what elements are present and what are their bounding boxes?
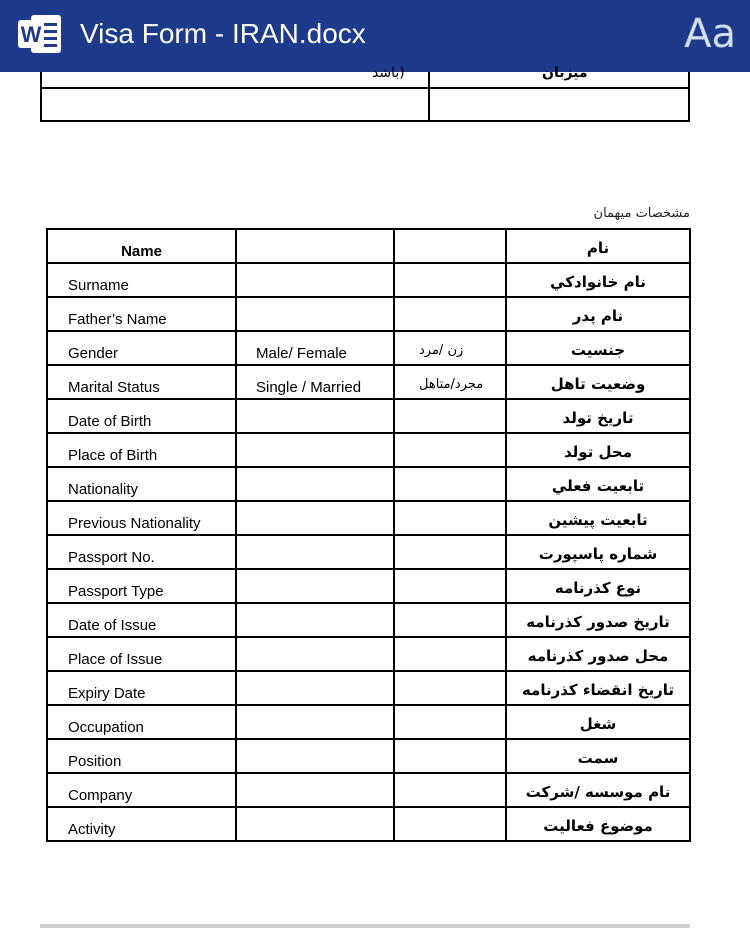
document-title: Visa Form - IRAN.docx bbox=[80, 18, 366, 49]
value-cell[interactable] bbox=[236, 739, 394, 773]
persian-label[interactable]: سمت bbox=[506, 739, 690, 773]
svg-text:W: W bbox=[20, 22, 42, 47]
persian-label[interactable]: موضوع فعاليت bbox=[506, 807, 690, 841]
table-row bbox=[47, 705, 690, 739]
english-label[interactable]: Gender bbox=[47, 331, 236, 365]
table-row bbox=[47, 399, 690, 433]
persian-value-cell[interactable] bbox=[394, 739, 506, 773]
persian-label[interactable]: محل تولد bbox=[506, 433, 690, 467]
english-label[interactable]: Date of Issue bbox=[47, 603, 236, 637]
persian-label[interactable]: تابعيت فعلي bbox=[506, 467, 690, 501]
english-label[interactable]: Previous Nationality bbox=[47, 501, 236, 535]
value-cell[interactable]: Single / Married bbox=[236, 365, 394, 399]
value-cell[interactable] bbox=[236, 501, 394, 535]
table-row bbox=[47, 637, 690, 671]
persian-value-cell[interactable] bbox=[394, 229, 506, 263]
persian-value-cell[interactable] bbox=[394, 603, 506, 637]
value-cell[interactable] bbox=[236, 773, 394, 807]
english-label[interactable]: Company bbox=[47, 773, 236, 807]
persian-label[interactable]: نوع كذرنامه bbox=[506, 569, 690, 603]
english-label[interactable]: Father’s Name bbox=[47, 297, 236, 331]
persian-label[interactable]: تاريخ صدور كذرنامه bbox=[506, 603, 690, 637]
persian-value-cell[interactable] bbox=[394, 467, 506, 501]
english-label[interactable]: Position bbox=[47, 739, 236, 773]
host-info-table bbox=[40, 65, 690, 122]
persian-value-cell[interactable] bbox=[394, 569, 506, 603]
table-row bbox=[47, 807, 690, 841]
persian-value-cell[interactable] bbox=[394, 671, 506, 705]
english-label[interactable]: Activity bbox=[47, 807, 236, 841]
persian-value-cell[interactable] bbox=[394, 637, 506, 671]
persian-label[interactable]: تابعيت پيشين bbox=[506, 501, 690, 535]
persian-value-cell[interactable] bbox=[394, 773, 506, 807]
persian-label[interactable]: محل صدور كذرنامه bbox=[506, 637, 690, 671]
table-row bbox=[47, 773, 690, 807]
persian-label[interactable]: وضعيت تاهل bbox=[506, 365, 690, 399]
persian-label[interactable]: نام bbox=[506, 229, 690, 263]
table-divider bbox=[428, 72, 430, 120]
value-cell[interactable] bbox=[236, 229, 394, 263]
table-row bbox=[47, 331, 690, 365]
persian-label[interactable]: نام خانوادكي bbox=[506, 263, 690, 297]
persian-label[interactable]: تاريخ تولد bbox=[506, 399, 690, 433]
section-title: مشخصات میهمان bbox=[593, 206, 690, 221]
english-label[interactable]: Name bbox=[47, 229, 236, 263]
persian-label[interactable]: شماره پاسپورت bbox=[506, 535, 690, 569]
table-row bbox=[47, 739, 690, 773]
english-label[interactable]: Expiry Date bbox=[47, 671, 236, 705]
persian-value-cell[interactable] bbox=[394, 297, 506, 331]
persian-value-cell[interactable] bbox=[394, 501, 506, 535]
english-label[interactable]: Place of Issue bbox=[47, 637, 236, 671]
value-cell[interactable]: Male/ Female bbox=[236, 331, 394, 365]
page-bottom-edge bbox=[40, 924, 690, 928]
table-row bbox=[47, 535, 690, 569]
value-cell[interactable] bbox=[236, 637, 394, 671]
value-cell[interactable] bbox=[236, 603, 394, 637]
persian-label[interactable]: نام پدر bbox=[506, 297, 690, 331]
persian-label[interactable]: نام موسسه /شركت bbox=[506, 773, 690, 807]
table-row bbox=[47, 365, 690, 399]
persian-value-cell[interactable] bbox=[394, 535, 506, 569]
table-row bbox=[47, 297, 690, 331]
english-label[interactable]: Marital Status bbox=[47, 365, 236, 399]
persian-value-cell[interactable]: زن /مرد bbox=[394, 331, 506, 365]
value-cell[interactable] bbox=[236, 263, 394, 297]
english-label[interactable]: Occupation bbox=[47, 705, 236, 739]
word-icon bbox=[17, 11, 63, 57]
clipped-text-right: میزبان bbox=[542, 65, 588, 81]
table-row bbox=[47, 229, 690, 263]
value-cell[interactable] bbox=[236, 433, 394, 467]
persian-value-cell[interactable] bbox=[394, 705, 506, 739]
value-cell[interactable] bbox=[236, 671, 394, 705]
table-row bbox=[47, 467, 690, 501]
value-cell[interactable] bbox=[236, 467, 394, 501]
value-cell[interactable] bbox=[236, 569, 394, 603]
value-cell[interactable] bbox=[236, 535, 394, 569]
table-row bbox=[47, 263, 690, 297]
persian-value-cell[interactable]: مجرد/متاهل bbox=[394, 365, 506, 399]
persian-label[interactable]: شغل bbox=[506, 705, 690, 739]
persian-value-cell[interactable] bbox=[394, 433, 506, 467]
table-row bbox=[47, 433, 690, 467]
text-format-button[interactable]: Aa bbox=[684, 11, 736, 57]
table-row bbox=[47, 569, 690, 603]
value-cell[interactable] bbox=[236, 807, 394, 841]
english-label[interactable]: Date of Birth bbox=[47, 399, 236, 433]
value-cell[interactable] bbox=[236, 399, 394, 433]
english-label[interactable]: Passport No. bbox=[47, 535, 236, 569]
persian-value-cell[interactable] bbox=[394, 263, 506, 297]
persian-value-cell[interactable] bbox=[394, 399, 506, 433]
persian-label[interactable]: جنسيت bbox=[506, 331, 690, 365]
table-row bbox=[47, 603, 690, 637]
table-row bbox=[47, 671, 690, 705]
english-label[interactable]: Place of Birth bbox=[47, 433, 236, 467]
english-label[interactable]: Nationality bbox=[47, 467, 236, 501]
value-cell[interactable] bbox=[236, 297, 394, 331]
table-divider bbox=[42, 87, 688, 89]
english-label[interactable]: Surname bbox=[47, 263, 236, 297]
app-header bbox=[0, 0, 750, 72]
table-row bbox=[47, 501, 690, 535]
guest-details-table bbox=[46, 228, 691, 842]
clipped-text-left: باشد) bbox=[372, 65, 405, 81]
english-label[interactable]: Passport Type bbox=[47, 569, 236, 603]
persian-label[interactable]: تاريخ انقضاء كذرنامه bbox=[506, 671, 690, 705]
value-cell[interactable] bbox=[236, 705, 394, 739]
persian-value-cell[interactable] bbox=[394, 807, 506, 841]
